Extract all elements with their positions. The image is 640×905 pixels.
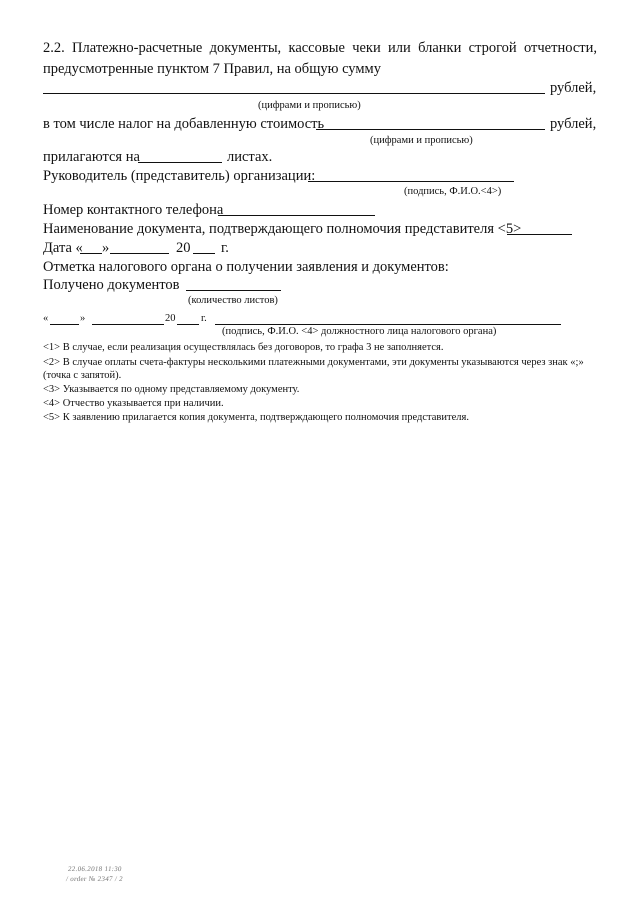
phone-label: Номер контактного телефона xyxy=(43,202,224,218)
date-year-field[interactable] xyxy=(193,253,215,254)
head-signature-field[interactable] xyxy=(308,181,514,182)
phone-field[interactable] xyxy=(218,215,375,216)
date-year: 20 xyxy=(176,240,191,256)
sign-date-close: » xyxy=(80,313,86,324)
date-quote: » xyxy=(102,240,110,256)
footnote: <4> Отчество указывается при наличии. xyxy=(43,398,224,409)
footnote: <1> В случае, если реализация осуществлялась без договоров, то графа 3 не заполняется. xyxy=(43,342,444,353)
vat-field[interactable] xyxy=(316,129,545,130)
scan-stamp-line: / order № 2347 / 2 xyxy=(65,875,124,883)
rub-label: рублей, xyxy=(550,116,597,132)
section-heading-line: 2.2. Платежно-расчетные документы, кассовые чеки или бланки строгой отчетности, xyxy=(43,40,597,56)
sign-date-suffix: г. xyxy=(201,313,207,324)
sign-date-open: « xyxy=(43,313,49,324)
footnote: <3> Указывается по одному представляемому документу. xyxy=(43,384,300,395)
received-label: Получено документов xyxy=(43,277,180,293)
scan-stamp-line: 22.06.2018 11:30 xyxy=(67,865,123,873)
amount-caption: (цифрами и прописью) xyxy=(258,100,361,111)
received-caption: (количество листов) xyxy=(188,295,278,306)
head-caption: (подпись, Ф.И.О.<4>) xyxy=(404,186,502,197)
date-suffix: г. xyxy=(221,240,229,256)
vat-caption: (цифрами и прописью) xyxy=(370,135,473,146)
attached-suffix: листах. xyxy=(227,149,273,165)
date-prefix: Дата « xyxy=(43,240,83,256)
proxy-doc-label: Наименование документа, подтверждающего полномочия представителя <5> xyxy=(43,221,522,237)
proxy-doc-field[interactable] xyxy=(507,234,572,235)
rub-label: рублей, xyxy=(550,80,597,96)
footnote: <2> В случае оплаты счета-фактуры несколькими платежными документами, эти документы указываются через знак «;» xyxy=(43,357,584,368)
sign-day-field[interactable] xyxy=(50,324,79,325)
section-heading-line: предусмотренные пунктом 7 Правил, на общую сумму xyxy=(43,61,381,77)
sign-year-field[interactable] xyxy=(177,324,199,325)
footnote: (точка с запятой). xyxy=(43,370,122,381)
amount-field[interactable] xyxy=(43,93,545,94)
official-signature-field[interactable] xyxy=(215,324,561,325)
date-month-field[interactable] xyxy=(110,253,169,254)
sign-year: 20 xyxy=(165,313,176,324)
tax-mark-label: Отметка налогового органа о получении заявления и документов: xyxy=(43,259,449,275)
date-day-field[interactable] xyxy=(80,253,102,254)
vat-label: в том числе налог на добавленную стоимость xyxy=(43,116,325,132)
official-caption: (подпись, Ф.И.О. <4> должностного лица налогового органа) xyxy=(222,326,497,337)
attached-prefix: прилагаются на xyxy=(43,149,140,165)
sheets-count-field[interactable] xyxy=(138,162,222,163)
received-count-field[interactable] xyxy=(186,290,281,291)
sign-month-field[interactable] xyxy=(92,324,164,325)
head-label: Руководитель (представитель) организации: xyxy=(43,168,316,184)
footnote: <5> К заявлению прилагается копия документа, подтверждающего полномочия представителя. xyxy=(43,412,469,423)
